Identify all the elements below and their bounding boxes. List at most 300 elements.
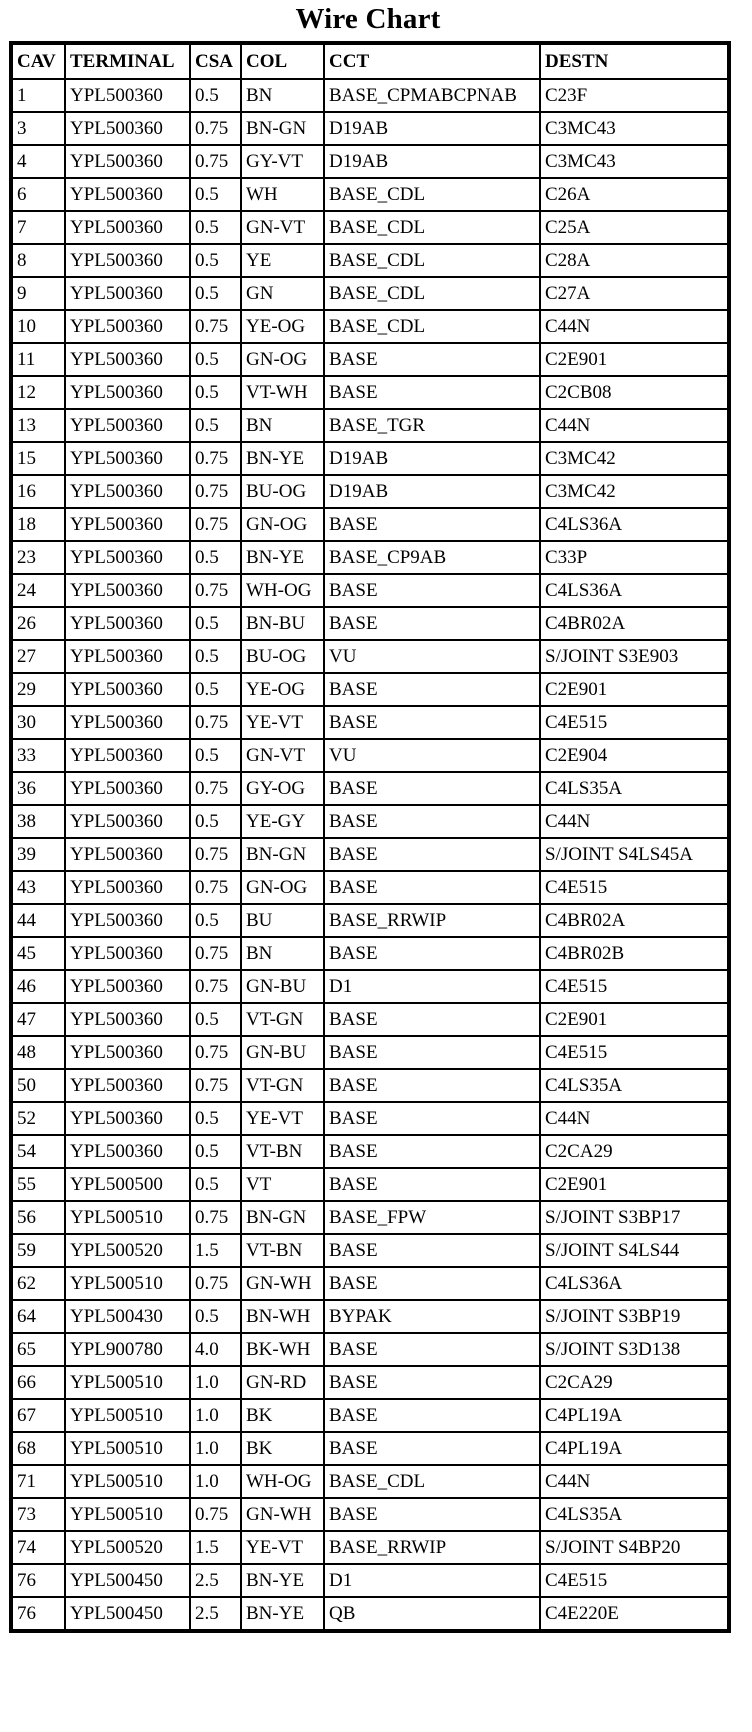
terminal-cell: YPL500450 [65,1564,190,1597]
csa-cell: 0.5 [190,244,241,277]
cct-cell: BASE [324,1333,540,1366]
col-cell: GN-WH [241,1498,324,1531]
destn-cell: S/JOINT S3E903 [540,640,729,673]
cct-cell: BASE [324,1135,540,1168]
csa-cell: 0.75 [190,508,241,541]
cct-cell: BASE [324,1036,540,1069]
table-row [11,904,729,937]
terminal-cell: YPL500360 [65,409,190,442]
table-body [11,79,729,1631]
table-row [11,343,729,376]
cct-cell: VU [324,739,540,772]
terminal-cell: YPL500360 [65,442,190,475]
destn-cell: C3MC43 [540,112,729,145]
cav-cell: 62 [11,1267,65,1300]
table-row [11,1399,729,1432]
table-row [11,1036,729,1069]
csa-cell: 0.75 [190,1036,241,1069]
cct-cell: BASE [324,838,540,871]
cav-cell: 65 [11,1333,65,1366]
cct-cell: BASE_RRWIP [324,904,540,937]
column-header-cct: CCT [324,43,540,79]
table-row [11,970,729,1003]
csa-cell: 2.5 [190,1564,241,1597]
cav-cell: 6 [11,178,65,211]
table-row [11,541,729,574]
cav-cell: 44 [11,904,65,937]
destn-cell: C4LS36A [540,1267,729,1300]
table-row [11,1498,729,1531]
cav-cell: 48 [11,1036,65,1069]
csa-cell: 0.5 [190,673,241,706]
csa-cell: 1.0 [190,1399,241,1432]
csa-cell: 1.0 [190,1432,241,1465]
destn-cell: C4BR02A [540,607,729,640]
col-cell: BN-GN [241,1201,324,1234]
csa-cell: 0.75 [190,112,241,145]
destn-cell: C2E901 [540,1003,729,1036]
cav-cell: 56 [11,1201,65,1234]
table-row [11,1069,729,1102]
col-cell: VT [241,1168,324,1201]
cct-cell: BASE [324,805,540,838]
col-cell: BN-WH [241,1300,324,1333]
csa-cell: 0.75 [190,1201,241,1234]
cct-cell: BASE_TGR [324,409,540,442]
csa-cell: 0.5 [190,640,241,673]
cav-cell: 18 [11,508,65,541]
cav-cell: 11 [11,343,65,376]
terminal-cell: YPL500360 [65,673,190,706]
cav-cell: 68 [11,1432,65,1465]
cct-cell: BASE [324,607,540,640]
csa-cell: 0.75 [190,937,241,970]
table-row [11,508,729,541]
cav-cell: 64 [11,1300,65,1333]
col-cell: VT-WH [241,376,324,409]
cav-cell: 71 [11,1465,65,1498]
column-header-terminal: TERMINAL [65,43,190,79]
table-row [11,244,729,277]
terminal-cell: YPL500360 [65,1069,190,1102]
cav-cell: 76 [11,1597,65,1631]
cct-cell: BASE [324,1366,540,1399]
cav-cell: 55 [11,1168,65,1201]
col-cell: BN-GN [241,112,324,145]
terminal-cell: YPL500360 [65,937,190,970]
page-title: Wire Chart [295,3,441,35]
destn-cell: C4LS35A [540,1069,729,1102]
terminal-cell: YPL900780 [65,1333,190,1366]
terminal-cell: YPL500430 [65,1300,190,1333]
csa-cell: 0.5 [190,541,241,574]
csa-cell: 0.5 [190,211,241,244]
cav-cell: 54 [11,1135,65,1168]
terminal-cell: YPL500510 [65,1366,190,1399]
terminal-cell: YPL500360 [65,343,190,376]
cct-cell: D1 [324,970,540,1003]
col-cell: VT-BN [241,1234,324,1267]
csa-cell: 0.75 [190,442,241,475]
csa-cell: 0.5 [190,178,241,211]
col-cell: WH-OG [241,1465,324,1498]
csa-cell: 0.5 [190,1102,241,1135]
csa-cell: 0.75 [190,1498,241,1531]
cct-cell: D19AB [324,112,540,145]
cct-cell: BASE [324,871,540,904]
destn-cell: C2E901 [540,343,729,376]
csa-cell: 0.5 [190,904,241,937]
csa-cell: 0.75 [190,310,241,343]
csa-cell: 0.5 [190,79,241,112]
destn-cell: C44N [540,805,729,838]
table-row [11,1102,729,1135]
cav-cell: 73 [11,1498,65,1531]
cav-cell: 13 [11,409,65,442]
csa-cell: 0.75 [190,838,241,871]
table-row [11,1267,729,1300]
csa-cell: 0.5 [190,1003,241,1036]
table-row [11,310,729,343]
destn-cell: C4PL19A [540,1432,729,1465]
cav-cell: 16 [11,475,65,508]
terminal-cell: YPL500360 [65,871,190,904]
destn-cell: C2CA29 [540,1135,729,1168]
cav-cell: 67 [11,1399,65,1432]
cct-cell: BASE [324,1432,540,1465]
terminal-cell: YPL500520 [65,1234,190,1267]
table-row [11,838,729,871]
col-cell: GN-BU [241,970,324,1003]
destn-cell: C2E901 [540,673,729,706]
cav-cell: 47 [11,1003,65,1036]
table-row [11,1234,729,1267]
cav-cell: 10 [11,310,65,343]
csa-cell: 0.75 [190,1267,241,1300]
destn-cell: C3MC43 [540,145,729,178]
cav-cell: 45 [11,937,65,970]
terminal-cell: YPL500510 [65,1432,190,1465]
col-cell: GN-OG [241,343,324,376]
table-row [11,145,729,178]
table-row [11,805,729,838]
destn-cell: C27A [540,277,729,310]
terminal-cell: YPL500360 [65,640,190,673]
col-cell: YE-VT [241,1102,324,1135]
destn-cell: C44N [540,409,729,442]
cav-cell: 50 [11,1069,65,1102]
csa-cell: 2.5 [190,1597,241,1631]
destn-cell: S/JOINT S3D138 [540,1333,729,1366]
cav-cell: 74 [11,1531,65,1564]
table-row [11,871,729,904]
column-header-csa: CSA [190,43,241,79]
cav-cell: 39 [11,838,65,871]
terminal-cell: YPL500360 [65,112,190,145]
terminal-cell: YPL500360 [65,277,190,310]
table-row [11,739,729,772]
column-header-cav: CAV [11,43,65,79]
table-row [11,1432,729,1465]
cav-cell: 7 [11,211,65,244]
cct-cell: D1 [324,1564,540,1597]
cct-cell: BASE [324,673,540,706]
table-row [11,1531,729,1564]
terminal-cell: YPL500360 [65,904,190,937]
col-cell: VT-GN [241,1069,324,1102]
terminal-cell: YPL500360 [65,1102,190,1135]
cct-cell: BASE [324,1234,540,1267]
cct-cell: BASE [324,1003,540,1036]
terminal-cell: YPL500360 [65,178,190,211]
destn-cell: S/JOINT S4BP20 [540,1531,729,1564]
destn-cell: C4E220E [540,1597,729,1631]
destn-cell: S/JOINT S4LS45A [540,838,729,871]
table-row [11,376,729,409]
csa-cell: 0.5 [190,1135,241,1168]
cav-cell: 66 [11,1366,65,1399]
terminal-cell: YPL500360 [65,1135,190,1168]
terminal-cell: YPL500360 [65,211,190,244]
terminal-cell: YPL500360 [65,310,190,343]
cct-cell: BASE_FPW [324,1201,540,1234]
table-row [11,937,729,970]
col-cell: BK-WH [241,1333,324,1366]
csa-cell: 0.5 [190,805,241,838]
col-cell: GY-VT [241,145,324,178]
col-cell: WH-OG [241,574,324,607]
csa-cell: 0.75 [190,970,241,1003]
col-cell: BN-YE [241,1564,324,1597]
cct-cell: BASE_CPMABCPNAB [324,79,540,112]
cav-cell: 30 [11,706,65,739]
csa-cell: 0.75 [190,706,241,739]
destn-cell: C4E515 [540,1036,729,1069]
cct-cell: D19AB [324,442,540,475]
table-row [11,1003,729,1036]
table-row [11,1300,729,1333]
terminal-cell: YPL500360 [65,970,190,1003]
cct-cell: BASE_CDL [324,1465,540,1498]
destn-cell: C2CA29 [540,1366,729,1399]
csa-cell: 1.5 [190,1234,241,1267]
cct-cell: BASE_CDL [324,178,540,211]
col-cell: YE-VT [241,706,324,739]
csa-cell: 0.5 [190,607,241,640]
col-cell: GN [241,277,324,310]
destn-cell: C4LS36A [540,508,729,541]
terminal-cell: YPL500450 [65,1597,190,1631]
terminal-cell: YPL500360 [65,739,190,772]
destn-cell: C4LS35A [540,772,729,805]
terminal-cell: YPL500500 [65,1168,190,1201]
destn-cell: S/JOINT S3BP17 [540,1201,729,1234]
csa-cell: 0.5 [190,343,241,376]
cct-cell: D19AB [324,475,540,508]
column-header-col: COL [241,43,324,79]
terminal-cell: YPL500360 [65,838,190,871]
col-cell: VT-BN [241,1135,324,1168]
wire-chart-table [9,41,731,1633]
col-cell: VT-GN [241,1003,324,1036]
destn-cell: S/JOINT S3BP19 [540,1300,729,1333]
destn-cell: S/JOINT S4LS44 [540,1234,729,1267]
destn-cell: C2CB08 [540,376,729,409]
table-row [11,706,729,739]
cav-cell: 76 [11,1564,65,1597]
col-cell: YE-OG [241,310,324,343]
terminal-cell: YPL500360 [65,772,190,805]
csa-cell: 0.75 [190,475,241,508]
csa-cell: 0.75 [190,574,241,607]
table-row [11,1465,729,1498]
table-row [11,112,729,145]
cav-cell: 3 [11,112,65,145]
col-cell: GN-VT [241,739,324,772]
cav-cell: 8 [11,244,65,277]
destn-cell: C25A [540,211,729,244]
cct-cell: BASE_CP9AB [324,541,540,574]
table-header-row [11,43,729,79]
cav-cell: 23 [11,541,65,574]
col-cell: BU-OG [241,475,324,508]
table-row [11,1135,729,1168]
cav-cell: 43 [11,871,65,904]
terminal-cell: YPL500360 [65,706,190,739]
col-cell: BN [241,937,324,970]
col-cell: GN-OG [241,871,324,904]
col-cell: BK [241,1432,324,1465]
col-cell: BU-OG [241,640,324,673]
destn-cell: C4BR02A [540,904,729,937]
cav-cell: 36 [11,772,65,805]
col-cell: BK [241,1399,324,1432]
csa-cell: 0.75 [190,871,241,904]
cct-cell: D19AB [324,145,540,178]
terminal-cell: YPL500360 [65,508,190,541]
table-row [11,475,729,508]
table-row [11,607,729,640]
table-row [11,574,729,607]
terminal-cell: YPL500510 [65,1498,190,1531]
destn-cell: C2E901 [540,1168,729,1201]
table-row [11,178,729,211]
col-cell: BN-BU [241,607,324,640]
destn-cell: C4PL19A [540,1399,729,1432]
cav-cell: 26 [11,607,65,640]
destn-cell: C23F [540,79,729,112]
cct-cell: BASE [324,343,540,376]
cav-cell: 52 [11,1102,65,1135]
cct-cell: BASE [324,706,540,739]
cct-cell: BASE_CDL [324,310,540,343]
cct-cell: BASE_CDL [324,211,540,244]
cct-cell: QB [324,1597,540,1631]
table-row [11,409,729,442]
col-cell: GN-OG [241,508,324,541]
terminal-cell: YPL500360 [65,541,190,574]
table-row [11,673,729,706]
cct-cell: BASE [324,508,540,541]
terminal-cell: YPL500360 [65,607,190,640]
cct-cell: BASE [324,1102,540,1135]
terminal-cell: YPL500360 [65,145,190,178]
terminal-cell: YPL500360 [65,1036,190,1069]
table-row [11,277,729,310]
terminal-cell: YPL500510 [65,1465,190,1498]
csa-cell: 1.5 [190,1531,241,1564]
table-row [11,772,729,805]
col-cell: WH [241,178,324,211]
col-cell: YE-OG [241,673,324,706]
csa-cell: 0.5 [190,1300,241,1333]
destn-cell: C4BR02B [540,937,729,970]
csa-cell: 0.5 [190,277,241,310]
table-row [11,1333,729,1366]
terminal-cell: YPL500510 [65,1201,190,1234]
destn-cell: C4E515 [540,970,729,1003]
table-row [11,1201,729,1234]
csa-cell: 1.0 [190,1366,241,1399]
destn-cell: C4LS36A [540,574,729,607]
cav-cell: 24 [11,574,65,607]
col-cell: YE-GY [241,805,324,838]
destn-cell: C4E515 [540,1564,729,1597]
destn-cell: C4E515 [540,706,729,739]
table-row [11,1564,729,1597]
destn-cell: C26A [540,178,729,211]
cct-cell: BASE [324,1399,540,1432]
col-cell: BN-GN [241,838,324,871]
col-cell: BN-YE [241,1597,324,1631]
terminal-cell: YPL500520 [65,1531,190,1564]
col-cell: GN-RD [241,1366,324,1399]
csa-cell: 1.0 [190,1465,241,1498]
destn-cell: C2E904 [540,739,729,772]
cct-cell: BASE_RRWIP [324,1531,540,1564]
table-row [11,1597,729,1631]
cav-cell: 15 [11,442,65,475]
destn-cell: C44N [540,1102,729,1135]
terminal-cell: YPL500360 [65,475,190,508]
destn-cell: C4E515 [540,871,729,904]
column-header-destn: DESTN [540,43,729,79]
table-row [11,640,729,673]
destn-cell: C28A [540,244,729,277]
terminal-cell: YPL500360 [65,376,190,409]
col-cell: BU [241,904,324,937]
csa-cell: 0.75 [190,145,241,178]
table-row [11,211,729,244]
cct-cell: BASE [324,574,540,607]
table-row [11,1168,729,1201]
cav-cell: 1 [11,79,65,112]
col-cell: YE [241,244,324,277]
col-cell: BN [241,409,324,442]
terminal-cell: YPL500360 [65,574,190,607]
csa-cell: 0.5 [190,739,241,772]
cav-cell: 59 [11,1234,65,1267]
cct-cell: BASE [324,1267,540,1300]
terminal-cell: YPL500360 [65,79,190,112]
col-cell: BN-YE [241,541,324,574]
col-cell: GY-OG [241,772,324,805]
cct-cell: BASE [324,1168,540,1201]
destn-cell: C3MC42 [540,475,729,508]
col-cell: BN [241,79,324,112]
cct-cell: BASE [324,1498,540,1531]
destn-cell: C44N [540,310,729,343]
